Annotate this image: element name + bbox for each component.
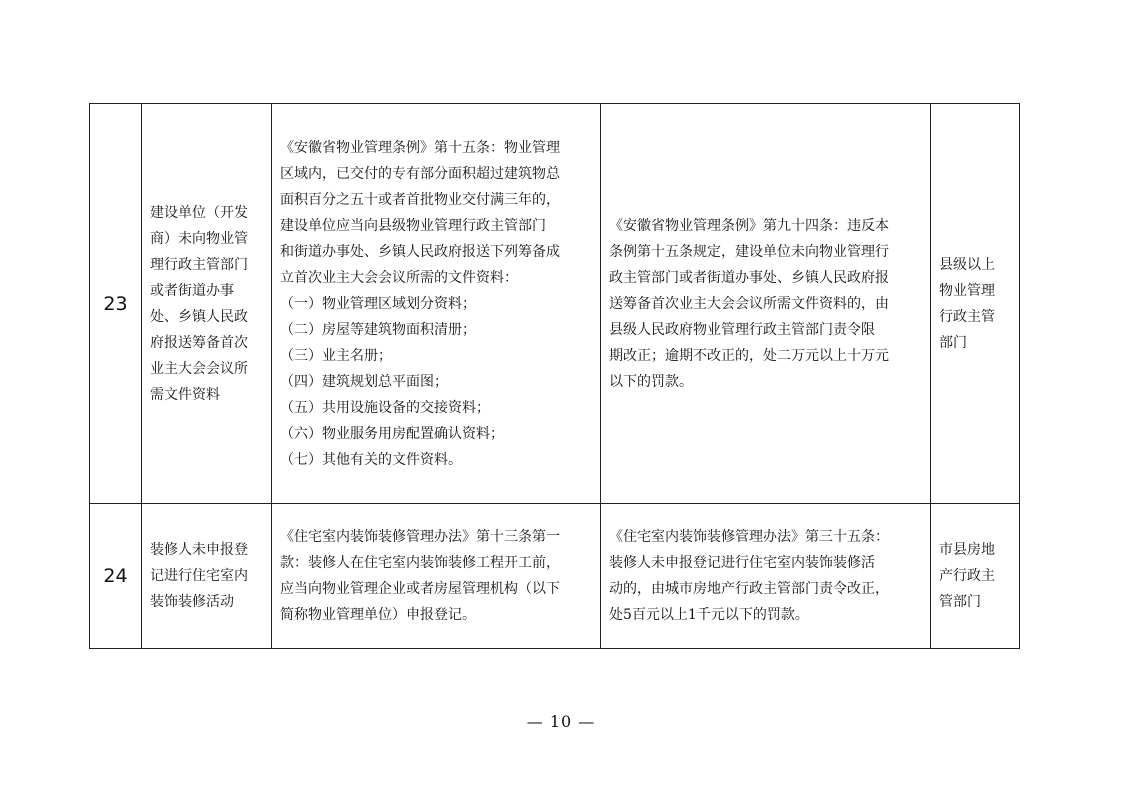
- row-number: 23: [90, 104, 142, 504]
- table-row: [90, 104, 1020, 504]
- violation-cell: 装修人未申报登 记进行住宅室内 装饰装修活动: [142, 504, 272, 649]
- authority-cell: 县级以上 物业管理 行政主管 部门: [931, 104, 1020, 504]
- table-row: [90, 504, 1020, 649]
- penalty-cell: 《安徽省物业管理条例》第九十四条：违反本 条例第十五条规定，建设单位未向物业管理行 政主管部门或者街道办事处、乡镇人民政府报 送筹备首次业主大会会议所需文件资料的，由 县级人民政府物业管理行政主管部门责令限 期改正；逾期不改正的，处二万元以上十万元 以下的罚款。: [601, 104, 931, 504]
- row-number: 24: [90, 504, 142, 649]
- legal-basis-cell: 《住宅室内装饰装修管理办法》第十三条第一 款：装修人在住宅室内装饰装修工程开工前， 应当向物业管理企业或者房屋管理机构（以下 简称物业管理单位）申报登记。: [272, 504, 601, 649]
- legal-basis-cell: 《安徽省物业管理条例》第十五条：物业管理 区域内，已交付的专有部分面积超过建筑物总 面积百分之五十或者首批物业交付满三年的， 建设单位应当向县级物业管理行政主管部门 和街道办事处、乡镇人民政府报送下列筹备成 立首次业主大会会议所需的文件资料： （一）物业管理区域划分资料； （二）房屋等建筑物面积清册； （三）业主名册； （四）建筑规划总平面图； （五）共用设施设备的交接资料； （六）物业服务用房配置确认资料； （七）其他有关的文件资料。: [272, 104, 601, 504]
- regulation-table: [89, 103, 1020, 649]
- violation-cell: 建设单位（开发 商）未向物业管 理行政主管部门 或者街道办事 处、乡镇人民政 府报送筹备首次 业主大会会议所 需文件资料: [142, 104, 272, 504]
- authority-cell: 市县房地 产行政主 管部门: [931, 504, 1020, 649]
- page-number: — 10 —: [526, 712, 596, 731]
- penalty-cell: 《住宅室内装饰装修管理办法》第三十五条： 装修人未申报登记进行住宅室内装饰装修活 动的，由城市房地产行政主管部门责令改正， 处5百元以上1千元以下的罚款。: [601, 504, 931, 649]
